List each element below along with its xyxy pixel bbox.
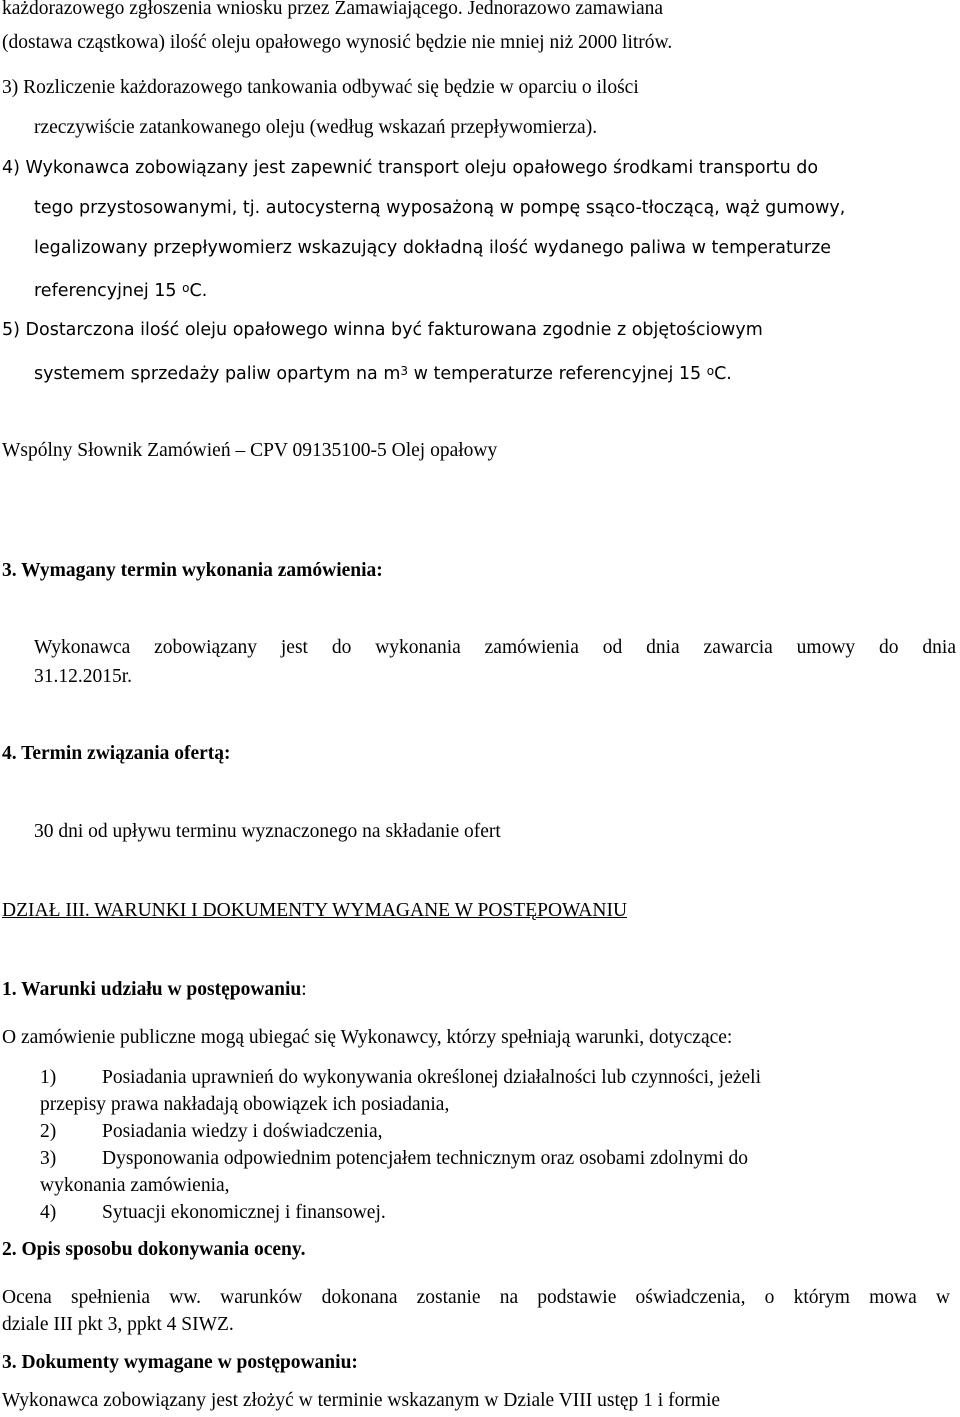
list-text: Dysponowania odpowiednim potencjałem technicznym oraz osobami zdolnymi do [102, 1148, 749, 1169]
list-number: 3) [40, 1148, 57, 1169]
list-item-continuation: przepisy prawa nakładają obowiązek ich posiadania, [40, 1094, 450, 1115]
section-3-heading: 3. Wymagany termin wykonania zamówienia: [2, 560, 383, 581]
list-text: Sytuacji ekonomicznej i finansowej. [102, 1202, 386, 1223]
point-5-line [34, 362, 732, 386]
text-run: referencyjnej 15 [34, 281, 183, 301]
text-run: systemem sprzedaży paliw opartym na m [34, 364, 401, 384]
section-3-text: 31.12.2015r. [34, 666, 133, 687]
list-item-continuation: wykonania zamówienia, [40, 1175, 230, 1196]
text-run: C. [189, 281, 208, 301]
list-number: 4) [40, 1202, 57, 1223]
section-2-heading: 2. Opis sposobu dokonywania oceny. [2, 1239, 306, 1260]
list-item [40, 1201, 386, 1225]
section-2-text: dziale III pkt 3, ppkt 4 SIWZ. [2, 1314, 234, 1335]
heading-text: 1. Warunki udziału w postępowaniu [2, 979, 302, 1000]
cubic-superscript: 3 [400, 364, 409, 378]
section-2-text: Ocena spełnienia ww. warunków dokonana zostanie na podstawie oświadczenia, o którym mowa w [2, 1287, 950, 1308]
degree-superscript: o [706, 364, 715, 378]
list-item [40, 1120, 383, 1144]
conditions-intro: O zamówienie publiczne mogą ubiegać się Wykonawcy, którzy spełniają warunki, dotyczące: [2, 1027, 733, 1048]
degree-superscript: o [182, 281, 190, 295]
point-4-line [34, 279, 207, 303]
point-5-line: 5) Dostarczona ilość oleju opałowego winna być fakturowana zgodnie z objętościowym [2, 320, 763, 340]
list-text: Posiadania wiedzy i doświadczenia, [102, 1121, 383, 1142]
text-run: C. [714, 364, 732, 384]
documents-text: Wykonawca zobowiązany jest złożyć w terminie wskazanym w Dziale VIII ustęp 1 i formie [2, 1390, 721, 1411]
point-4-line: legalizowany przepływomierz wskazujący dokładną ilość wydanego paliwa w temperaturze [34, 238, 832, 258]
point-4-line: 4) Wykonawca zobowiązany jest zapewnić transport oleju opałowego środkami transportu do [2, 158, 819, 178]
paragraph-line: każdorazowego zgłoszenia wniosku przez Zamawiającego. Jednorazowo zamawiana [2, 0, 664, 19]
paragraph-line: (dostawa cząstkowa) ilość oleju opałowego wynosić będzie nie mniej niż 2000 litrów. [2, 32, 673, 53]
point-3-line: rzeczywiście zatankowanego oleju (według wskazań przepływomierza). [34, 117, 598, 138]
text-run: w temperaturze referencyjnej 15 [408, 364, 707, 384]
heading-colon: : [301, 979, 307, 1000]
documents-heading: 3. Dokumenty wymagane w postępowaniu: [2, 1352, 358, 1373]
list-number: 1) [40, 1067, 57, 1088]
list-item [40, 1066, 761, 1090]
point-3-line: 3) Rozliczenie każdorazowego tankowania odbywać się będzie w oparciu o ilości [2, 77, 639, 98]
section-3-text: Wykonawca zobowiązany jest do wykonania zamówienia od dnia zawarcia umowy do dnia [34, 637, 956, 658]
list-number: 2) [40, 1121, 57, 1142]
section-4-heading: 4. Termin związania ofertą: [2, 743, 231, 764]
cpv-code: Wspólny Słownik Zamówień – CPV 09135100-5 Olej opałowy [2, 440, 498, 461]
list-text: Posiadania uprawnień do wykonywania określonej działalności lub czynności, jeżeli [102, 1067, 762, 1088]
list-item [40, 1147, 748, 1171]
conditions-heading [2, 978, 307, 1002]
point-4-line: tego przystosowanymi, tj. autocysterną wyposażoną w pompę ssąco-tłoczącą, wąż gumowy, [34, 198, 846, 218]
section-4-text: 30 dni od upływu terminu wyznaczonego na składanie ofert [34, 821, 501, 842]
dzial-heading: DZIAŁ III. WARUNKI I DOKUMENTY WYMAGANE W POSTĘPOWANIU [2, 900, 628, 921]
